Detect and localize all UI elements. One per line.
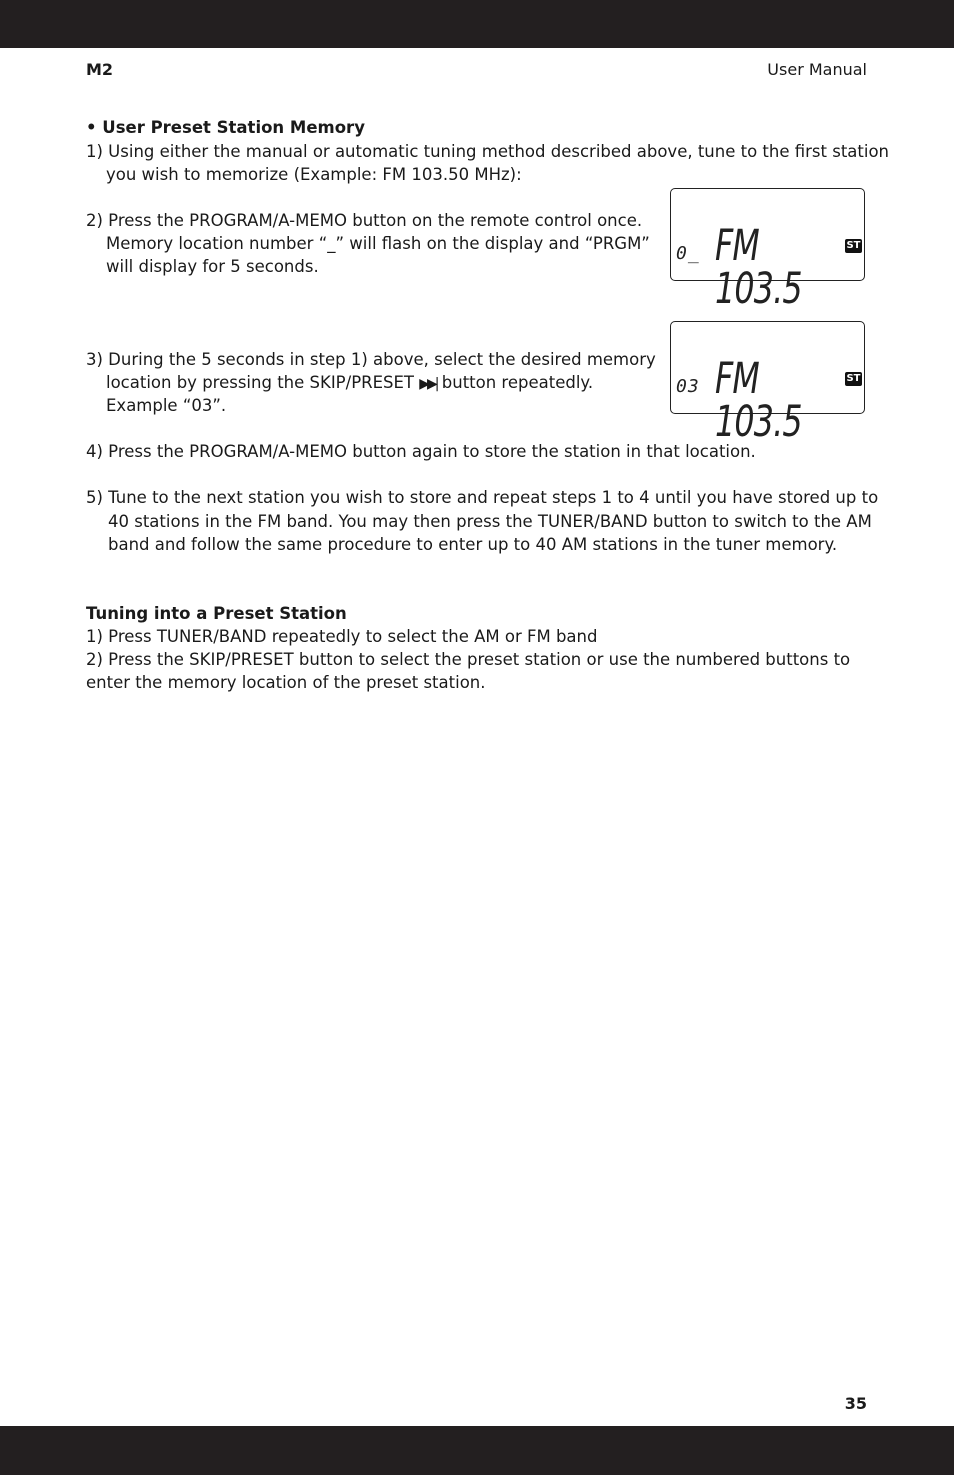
lcd-frequency: FM 103.5 bbox=[715, 354, 802, 447]
lcd-display-flashing bbox=[670, 188, 865, 314]
document-title: User Manual bbox=[767, 60, 867, 79]
tuning-line2: 2) Press the SKIP/PRESET button to select the preset station or use the numbered buttons to bbox=[86, 650, 851, 669]
lcd-frequency: FM 103.5 bbox=[715, 221, 802, 314]
skip-forward-icon: ▶▶| bbox=[419, 376, 437, 392]
step3-line1: 3) During the 5 seconds in step 1) above, select the desired memory bbox=[86, 350, 656, 369]
step2-line1: 2) Press the PROGRAM/A-MEMO button on the remote control once. bbox=[86, 211, 643, 230]
step3-line2-end: button repeatedly. bbox=[436, 373, 594, 392]
step1-line2: you wish to memorize (Example: FM 103.50 MHz): bbox=[106, 165, 522, 184]
step2-line3: will display for 5 seconds. bbox=[106, 257, 319, 276]
step2-line2: Memory location number “_” will flash on the display and “PRGM” bbox=[106, 234, 650, 253]
stereo-badge: ST bbox=[846, 373, 861, 384]
lcd-memory-location: 03 bbox=[676, 376, 700, 397]
step3-line2 bbox=[106, 371, 593, 396]
bottom-band bbox=[0, 1426, 954, 1475]
section-title-tuning-preset: Tuning into a Preset Station bbox=[86, 604, 347, 623]
step5-line1: 5) Tune to the next station you wish to store and repeat steps 1 to 4 until you have stored up to bbox=[86, 488, 879, 507]
top-band bbox=[0, 0, 954, 48]
model-name: M2 bbox=[86, 60, 114, 79]
tuning-line3: enter the memory location of the preset station. bbox=[86, 673, 486, 692]
step3-line2-start: location by pressing the SKIP/PRESET bbox=[106, 373, 420, 392]
step5-line3: band and follow the same procedure to enter up to 40 AM stations in the tuner memory. bbox=[108, 535, 838, 554]
stereo-badge: ST bbox=[846, 240, 861, 251]
step4-line: 4) Press the PROGRAM/A-MEMO button again to store the station in that location. bbox=[86, 442, 756, 461]
section-title-preset-memory: • User Preset Station Memory bbox=[86, 118, 365, 137]
step1-line1: 1) Using either the manual or automatic tuning method described above, tune to the first station bbox=[86, 142, 890, 161]
step3-line3: Example “03”. bbox=[106, 396, 227, 415]
lcd-memory-location: 0_ bbox=[676, 243, 700, 264]
lcd-display-stored bbox=[670, 321, 865, 447]
page-number: 35 bbox=[844, 1394, 867, 1413]
tuning-line1: 1) Press TUNER/BAND repeatedly to select the AM or FM band bbox=[86, 627, 598, 646]
step5-line2: 40 stations in the FM band. You may then press the TUNER/BAND button to switch to the AM bbox=[108, 512, 872, 531]
